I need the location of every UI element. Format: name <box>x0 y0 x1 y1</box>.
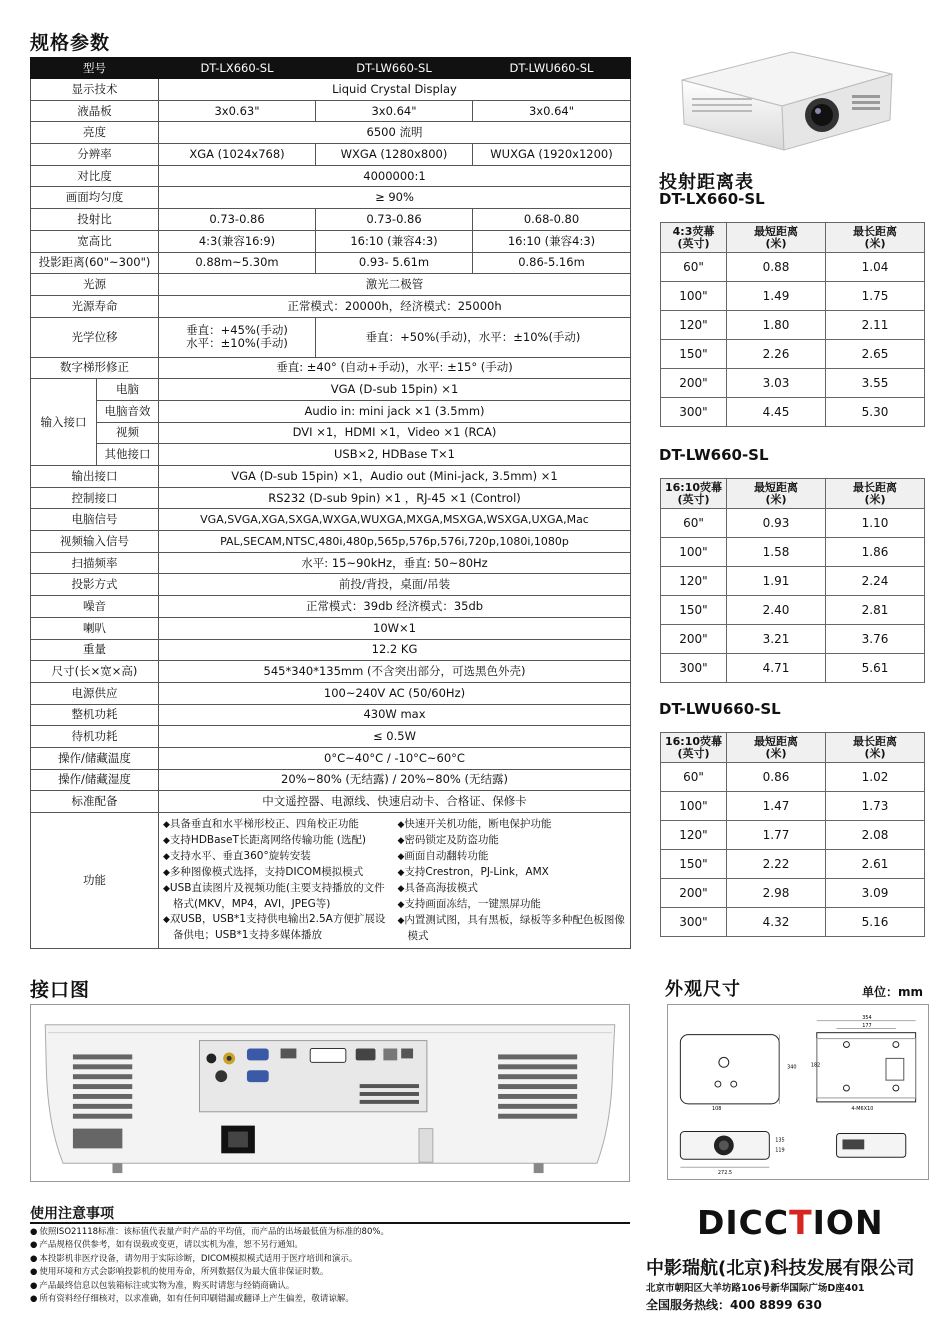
row-value: XGA (1024x768) <box>159 144 316 166</box>
table-row <box>661 282 925 311</box>
row-value: 6500 流明 <box>159 122 631 144</box>
row-label: 画面均匀度 <box>31 187 159 209</box>
feature-item: ◆ 快速开关机功能，断电保护功能 <box>398 817 627 833</box>
company-hotline: 全国服务热线：400 8899 630 <box>646 1298 822 1312</box>
throw-cell: 0.93 <box>727 509 826 538</box>
row-sublabel: 视频 <box>97 422 159 444</box>
throw-cell: 5.16 <box>826 908 925 937</box>
row-value: 水平: 15~90kHz，垂直: 50~80Hz <box>159 552 631 574</box>
row-value: 545*340*135mm (不含突出部分，可选黑色外壳) <box>159 661 631 683</box>
throw-cell: 3.21 <box>727 625 826 654</box>
throw-cell: 300" <box>661 908 727 937</box>
throw-cell: 2.08 <box>826 821 925 850</box>
throw-title: 投射距离表 <box>659 172 754 193</box>
table-row <box>661 538 925 567</box>
row-label: 电脑信号 <box>31 509 159 531</box>
row-label: 显示技术 <box>31 79 159 101</box>
throw-cell: 4.45 <box>727 398 826 427</box>
row-label: 光学位移 <box>31 317 159 357</box>
throw-cell: 2.11 <box>826 311 925 340</box>
row-value: 激光二极管 <box>159 274 631 296</box>
header-lx660: DT-LX660-SL <box>159 58 316 79</box>
table-row <box>31 552 631 574</box>
row-value: VGA,SVGA,XGA,SXGA,WXGA,WUXGA,MXGA,MSXGA,WSXGA,UXGA,Mac <box>159 509 631 531</box>
dimensions-drawing <box>667 1004 929 1180</box>
row-value: 正常模式：20000h，经济模式：25000h <box>159 295 631 317</box>
row-label: 输入接口 <box>31 379 97 466</box>
throw-cell: 1.58 <box>727 538 826 567</box>
throw-cell: 1.73 <box>826 792 925 821</box>
throw-cell: 120" <box>661 567 727 596</box>
table-row <box>31 791 631 813</box>
table-row <box>31 726 631 748</box>
feature-item: ◆ 支持水平、垂直360°旋转安装 <box>163 849 392 865</box>
table-row <box>31 639 631 661</box>
table-row <box>31 769 631 791</box>
table-row <box>31 747 631 769</box>
table-row <box>31 122 631 144</box>
throw-cell: 3.03 <box>727 369 826 398</box>
throw-cell: 1.86 <box>826 538 925 567</box>
table-row <box>31 661 631 683</box>
throw-cell: 120" <box>661 311 727 340</box>
table-row <box>31 574 631 596</box>
table-row <box>31 509 631 531</box>
throw-cell: 3.55 <box>826 369 925 398</box>
dim-label: 182 <box>810 1062 821 1069</box>
row-label: 投射比 <box>31 209 159 231</box>
table-row <box>31 379 631 401</box>
row-value: USB×2, HDBase T×1 <box>159 444 631 466</box>
row-value: 0.88m~5.30m <box>159 252 316 274</box>
notes-title: 使用注意事项 <box>30 1206 114 1222</box>
feature-item: ◆ 支持画面冻结，一键黑屏功能 <box>398 897 627 913</box>
throw-cell: 150" <box>661 850 727 879</box>
header-lwu660: DT-LWU660-SL <box>473 58 631 79</box>
row-value: ≤ 0.5W <box>159 726 631 748</box>
dim-label: 340 <box>787 1064 797 1071</box>
throw-cell: 1.91 <box>727 567 826 596</box>
row-value: 3x0.64" <box>316 100 473 122</box>
row-label: 操作/储藏温度 <box>31 747 159 769</box>
table-row <box>31 252 631 274</box>
feature-item: ◆ 支持Crestron，PJ-Link，AMX <box>398 865 627 881</box>
row-value: 20%~80% (无结露) / 20%~80% (无结露) <box>159 769 631 791</box>
row-label: 液晶板 <box>31 100 159 122</box>
row-value: 0.73-0.86 <box>316 209 473 231</box>
row-value: 垂直：+50%(手动)，水平：±10%(手动) <box>316 317 631 357</box>
throw-header-row <box>661 733 925 763</box>
table-row <box>661 253 925 282</box>
throw-header-cell: 最短距离 (米) <box>727 223 826 253</box>
throw-header-cell: 16:10荧幕 (英寸) <box>661 733 727 763</box>
row-sublabel: 电脑音效 <box>97 400 159 422</box>
feature-item: ◆ 支持HDBaseT长距离网络传输功能 (选配) <box>163 833 392 849</box>
row-label: 对比度 <box>31 165 159 187</box>
dim-label: 177 <box>862 1022 872 1029</box>
row-value: 前投/背投，桌面/吊装 <box>159 574 631 596</box>
row-label: 亮度 <box>31 122 159 144</box>
row-value: 0.93- 5.61m <box>316 252 473 274</box>
row-label: 喇叭 <box>31 617 159 639</box>
feature-item: ◆ 双USB，USB*1支持供电输出2.5A方便扩展设备供电；USB*1支持多媒体播放 <box>163 912 392 943</box>
throw-cell: 300" <box>661 654 727 683</box>
note-item: ● 产品最终信息以包装箱标注或实物为准，购买时请您与经销商确认。 <box>30 1280 630 1293</box>
throw-cell: 1.02 <box>826 763 925 792</box>
row-value: Liquid Crystal Display <box>159 79 631 101</box>
row-value: DVI ×1，HDMI ×1，Video ×1 (RCA) <box>159 422 631 444</box>
features-left <box>163 817 392 944</box>
row-label: 噪音 <box>31 596 159 618</box>
row-value: 3x0.64" <box>473 100 631 122</box>
row-value: 0.86-5.16m <box>473 252 631 274</box>
dim-label: 119 <box>775 1147 785 1154</box>
row-label: 电源供应 <box>31 682 159 704</box>
table-row <box>31 596 631 618</box>
throw-cell: 2.61 <box>826 850 925 879</box>
table-row <box>31 317 631 357</box>
table-row <box>31 813 631 949</box>
row-value: PAL,SECAM,NTSC,480i,480p,565p,576p,576i,720p,1080i,1080p <box>159 531 631 553</box>
feature-item: ◆ 多种图像模式选择，支持DICOM模拟模式 <box>163 865 392 881</box>
row-value: WXGA (1280x800) <box>316 144 473 166</box>
dim-label: 354 <box>862 1014 872 1021</box>
table-row <box>31 187 631 209</box>
notes-list <box>30 1226 630 1306</box>
throw-cell: 2.65 <box>826 340 925 369</box>
spec-header-row <box>31 58 631 79</box>
row-value: 430W max <box>159 704 631 726</box>
lens-shift-horizontal: 水平：±10%(手动) <box>186 336 288 351</box>
throw-header-cell: 最短距离 (米) <box>727 479 826 509</box>
throw-cell: 5.30 <box>826 398 925 427</box>
table-row <box>31 531 631 553</box>
row-value: Audio in: mini jack ×1 (3.5mm) <box>159 400 631 422</box>
throw-cell: 1.49 <box>727 282 826 311</box>
row-label: 扫描频率 <box>31 552 159 574</box>
row-label: 尺寸(长×宽×高) <box>31 661 159 683</box>
row-value: 16:10 (兼容4:3) <box>316 230 473 252</box>
throw-cell: 2.40 <box>727 596 826 625</box>
throw-cell: 4.71 <box>727 654 826 683</box>
table-row <box>31 295 631 317</box>
features-right <box>398 817 627 944</box>
throw-cell: 3.76 <box>826 625 925 654</box>
row-label: 视频输入信号 <box>31 531 159 553</box>
throw-cell: 150" <box>661 340 727 369</box>
table-row <box>661 625 925 654</box>
table-row <box>661 792 925 821</box>
feature-item: ◆ 密码锁定及防盗功能 <box>398 833 627 849</box>
row-label: 数字梯形修正 <box>31 357 159 379</box>
throw-header-cell: 最长距离 (米) <box>826 733 925 763</box>
row-value: RS232 (D-sub 9pin) ×1 ，RJ-45 ×1 (Control) <box>159 487 631 509</box>
table-row <box>31 617 631 639</box>
features-cell <box>159 813 631 949</box>
table-row <box>661 567 925 596</box>
feature-item: ◆ 具备高海拔模式 <box>398 881 627 897</box>
throw-cell: 300" <box>661 398 727 427</box>
throw-model-title: DT-LWU660-SL <box>659 700 781 718</box>
interface-diagram <box>30 1004 630 1182</box>
row-value: 0.68-0.80 <box>473 209 631 231</box>
throw-header-cell: 最短距离 (米) <box>727 733 826 763</box>
table-row <box>31 487 631 509</box>
throw-cell: 60" <box>661 253 727 282</box>
spec-table <box>30 57 631 949</box>
throw-cell: 2.81 <box>826 596 925 625</box>
row-label: 光源寿命 <box>31 295 159 317</box>
row-label: 重量 <box>31 639 159 661</box>
table-row <box>31 704 631 726</box>
throw-cell: 150" <box>661 596 727 625</box>
header-model: 型号 <box>31 58 159 79</box>
throw-header-cell: 16:10荧幕 (英寸) <box>661 479 727 509</box>
feature-item: ◆ 画面自动翻转功能 <box>398 849 627 865</box>
projector-product-image <box>672 40 902 160</box>
table-row <box>31 422 631 444</box>
throw-header-cell: 最长距离 (米) <box>826 223 925 253</box>
row-value: VGA (D-sub 15pin) ×1 <box>159 379 631 401</box>
throw-cell: 1.04 <box>826 253 925 282</box>
throw-cell: 1.10 <box>826 509 925 538</box>
throw-cell: 200" <box>661 879 727 908</box>
throw-cell: 100" <box>661 282 727 311</box>
throw-cell: 60" <box>661 509 727 538</box>
table-row <box>661 879 925 908</box>
throw-header-row <box>661 479 925 509</box>
throw-table <box>660 222 925 427</box>
feature-item: ◆ USB直读图片及视频功能(主要支持播放的文件格式(MKV，MP4，AVI，JPEG等) <box>163 881 392 912</box>
table-row <box>661 596 925 625</box>
table-row <box>661 369 925 398</box>
feature-item: ◆ 具备垂直和水平梯形校正、四角校正功能 <box>163 817 392 833</box>
table-row <box>31 144 631 166</box>
row-value: ≥ 90% <box>159 187 631 209</box>
company-name: 中影瑞航(北京)科技发展有限公司 <box>646 1258 915 1279</box>
table-row <box>31 79 631 101</box>
dimensions-title: 外观尺寸 <box>665 979 741 1000</box>
company-address: 北京市朝阳区大羊坊路106号新华国际广场D座401 <box>646 1283 865 1294</box>
throw-model-title: DT-LX660-SL <box>659 190 765 208</box>
table-row <box>661 398 925 427</box>
throw-cell: 0.86 <box>727 763 826 792</box>
throw-cell: 1.47 <box>727 792 826 821</box>
table-row <box>661 850 925 879</box>
table-row <box>31 209 631 231</box>
row-label: 控制接口 <box>31 487 159 509</box>
throw-cell: 5.61 <box>826 654 925 683</box>
dim-label: 108 <box>711 1105 722 1112</box>
header-lw660: DT-LW660-SL <box>316 58 473 79</box>
row-label: 功能 <box>31 813 159 949</box>
interface-title: 接口图 <box>30 979 91 1001</box>
row-label: 投影方式 <box>31 574 159 596</box>
dimensions-unit: 单位：mm <box>862 985 924 999</box>
row-label: 光源 <box>31 274 159 296</box>
table-row <box>31 165 631 187</box>
throw-header-row <box>661 223 925 253</box>
row-label: 标准配备 <box>31 791 159 813</box>
lens-shift-vertical: 垂直：+45%(手动) <box>186 323 288 338</box>
row-value <box>159 317 316 357</box>
throw-header-cell: 最长距离 (米) <box>826 479 925 509</box>
throw-cell: 120" <box>661 821 727 850</box>
table-row <box>661 821 925 850</box>
throw-cell: 4.32 <box>727 908 826 937</box>
row-label: 分辨率 <box>31 144 159 166</box>
row-value: 正常模式：39db 经济模式：35db <box>159 596 631 618</box>
row-value: 中文遥控器、电源线、快速启动卡、合格证、保修卡 <box>159 791 631 813</box>
throw-table <box>660 732 925 937</box>
throw-cell: 1.80 <box>727 311 826 340</box>
company-logo: DICCTION <box>697 1203 884 1242</box>
throw-table <box>660 478 925 683</box>
throw-cell: 100" <box>661 538 727 567</box>
dim-label: 272.5 <box>717 1170 733 1177</box>
notes-divider <box>30 1222 630 1224</box>
throw-header-cell: 4:3荧幕 (英寸) <box>661 223 727 253</box>
row-value: 12.2 KG <box>159 639 631 661</box>
throw-cell: 1.75 <box>826 282 925 311</box>
row-value: 0°C~40°C / -10°C~60°C <box>159 747 631 769</box>
table-row <box>661 509 925 538</box>
table-row <box>31 444 631 466</box>
spec-title: 规格参数 <box>30 32 111 54</box>
feature-item: ◆ 内置测试图，具有黑板，绿板等多种配色板图像模式 <box>398 913 627 944</box>
row-value: 10W×1 <box>159 617 631 639</box>
throw-cell: 100" <box>661 792 727 821</box>
throw-cell: 2.26 <box>727 340 826 369</box>
table-row <box>661 311 925 340</box>
row-label: 输出接口 <box>31 466 159 488</box>
note-item: ● 本投影机非医疗设备，请勿用于实际诊断，DICOM模拟模式适用于医疗培训和演示。 <box>30 1253 630 1266</box>
table-row <box>31 100 631 122</box>
throw-cell: 2.24 <box>826 567 925 596</box>
row-sublabel: 其他接口 <box>97 444 159 466</box>
note-item: ● 产品规格仅供参考，如有误载或变更，请以实机为准，恕不另行通知。 <box>30 1239 630 1252</box>
table-row <box>31 357 631 379</box>
row-label: 投影距离(60"~300") <box>31 252 159 274</box>
row-label: 待机功耗 <box>31 726 159 748</box>
row-value: 3x0.63" <box>159 100 316 122</box>
throw-cell: 1.77 <box>727 821 826 850</box>
note-item: ● 使用环境和方式会影响投影机的使用寿命，所列数据仅为最大值非保证时数。 <box>30 1266 630 1279</box>
row-sublabel: 电脑 <box>97 379 159 401</box>
row-label: 宽高比 <box>31 230 159 252</box>
table-row <box>661 340 925 369</box>
table-row <box>31 274 631 296</box>
throw-cell: 2.98 <box>727 879 826 908</box>
table-row <box>31 682 631 704</box>
throw-cell: 2.22 <box>727 850 826 879</box>
row-value: 垂直: ±40° (自动+手动)，水平: ±15° (手动) <box>159 357 631 379</box>
dim-label: 135 <box>775 1137 785 1144</box>
note-item: ● 所有资料经仔细核对，以求准确，如有任何印刷错漏或翻译上产生偏差，敬请谅解。 <box>30 1293 630 1306</box>
table-row <box>661 908 925 937</box>
throw-cell: 0.88 <box>727 253 826 282</box>
throw-cell: 60" <box>661 763 727 792</box>
table-row <box>661 763 925 792</box>
row-value: 4:3(兼容16:9) <box>159 230 316 252</box>
row-value: 100~240V AC (50/60Hz) <box>159 682 631 704</box>
table-row <box>31 400 631 422</box>
throw-cell: 200" <box>661 625 727 654</box>
throw-model-title: DT-LW660-SL <box>659 446 769 464</box>
table-row <box>661 654 925 683</box>
row-value: WUXGA (1920x1200) <box>473 144 631 166</box>
dim-label: 4-M6X10 <box>851 1105 874 1112</box>
row-label: 操作/储藏湿度 <box>31 769 159 791</box>
note-item: ● 依照ISO21118标准：该标值代表量产时产品的平均值，而产品的出场最低值为标准的80%。 <box>30 1226 630 1239</box>
throw-cell: 3.09 <box>826 879 925 908</box>
row-label: 整机功耗 <box>31 704 159 726</box>
throw-cell: 200" <box>661 369 727 398</box>
row-value: 16:10 (兼容4:3) <box>473 230 631 252</box>
table-row <box>31 466 631 488</box>
row-value: VGA (D-sub 15pin) ×1，Audio out (Mini-jack, 3.5mm) ×1 <box>159 466 631 488</box>
row-value: 4000000:1 <box>159 165 631 187</box>
table-row <box>31 230 631 252</box>
row-value: 0.73-0.86 <box>159 209 316 231</box>
